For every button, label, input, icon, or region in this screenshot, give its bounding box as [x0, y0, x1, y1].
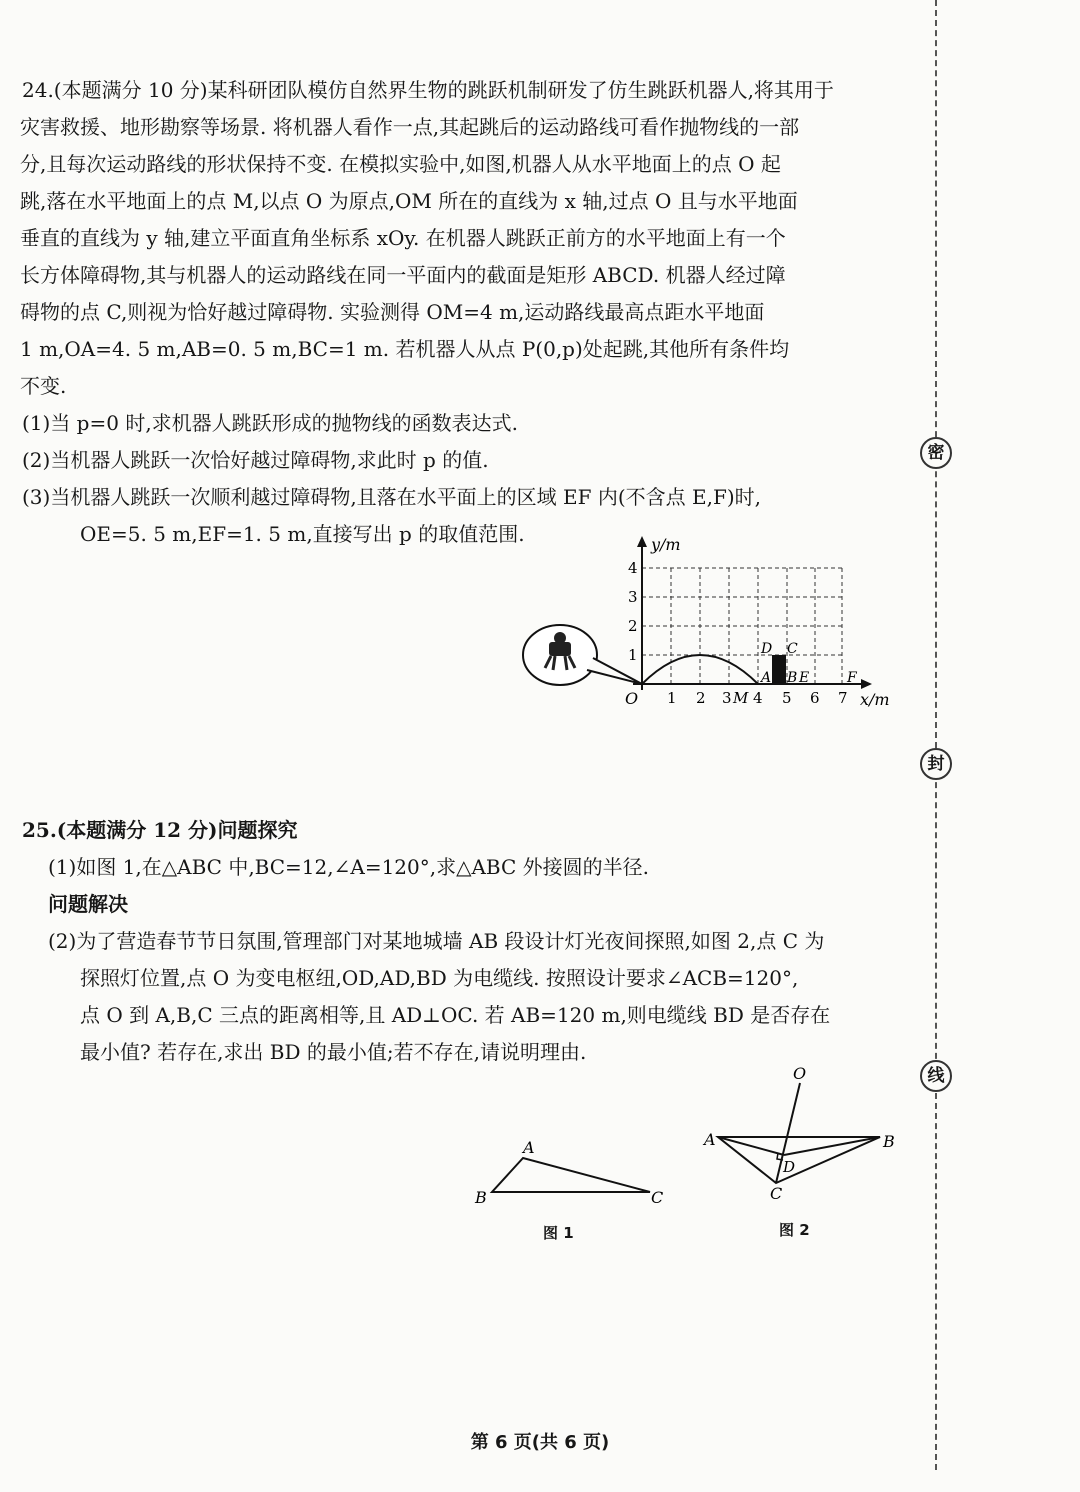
y-tick-label: 4: [628, 559, 638, 577]
origin-label: O: [625, 689, 639, 708]
seal-mi: 密: [920, 437, 952, 469]
binding-dashed-line: [935, 0, 937, 1470]
y-axis-arrow: [637, 536, 647, 547]
question-24: [22, 72, 902, 553]
fig1-point-b: B: [475, 1188, 487, 1207]
obstacle-rect-abcd: [772, 655, 786, 684]
x-axis-arrow: [861, 679, 872, 689]
q25-sub2-line: 最小值? 若存在,求出 BD 的最小值;若不存在,请说明理由.: [80, 1040, 587, 1064]
x-tick-label: 1: [667, 689, 677, 707]
triangle-abc: [492, 1158, 650, 1192]
question-25: [22, 812, 902, 1071]
fig2-point-d: D: [783, 1158, 796, 1176]
seal-feng: 封: [920, 748, 952, 780]
x-tick-label: 7: [838, 689, 848, 707]
fig2-point-a: A: [704, 1130, 716, 1149]
x-tick-label: 6: [810, 689, 820, 707]
y-tick-label: 2: [628, 617, 638, 635]
q24-sub3-line2: OE=5. 5 m,EF=1. 5 m,直接写出 p 的取值范围.: [80, 522, 525, 546]
q24-stem-line: 灾害救援、地形勘察等场景. 将机器人看作一点,其起跳后的运动路线可看作抛物线的一部: [20, 115, 800, 139]
fig2-caption: 图 2: [779, 1221, 810, 1239]
point-m-label: M: [733, 689, 749, 707]
seal-xian: 线: [920, 1060, 952, 1092]
q24-stem-line: 碍物的点 C,则视为恰好越过障碍物. 实验测得 OM=4 m,运动路线最高点距水平地面: [20, 300, 765, 324]
q24-coordinate-figure: [515, 530, 905, 720]
q24-stem-line: 长方体障碍物,其与机器人的运动路线在同一平面内的截面是矩形 ABCD. 机器人经过障: [20, 263, 786, 287]
q25-sub2-line: (2)为了营造春节节日氛围,管理部门对某地城墙 AB 段设计灯光夜间探照,如图 2,点 C 为: [48, 929, 825, 953]
fig1-caption: 图 1: [543, 1224, 574, 1242]
y-tick-label: 1: [628, 646, 638, 664]
grid: [642, 568, 842, 684]
fig1-point-a: A: [523, 1138, 535, 1157]
q24-sub1: (1)当 p=0 时,求机器人跳跃形成的抛物线的函数表达式.: [22, 411, 519, 435]
x-axis-label: x/m: [860, 690, 890, 709]
q25-sub2-line: 点 O 到 A,B,C 三点的距离相等,且 AD⊥OC. 若 AB=120 m,则电缆线 BD 是否存在: [80, 1003, 831, 1027]
y-tick-label: 3: [628, 588, 638, 606]
q24-stem-line: 跳,落在水平地面上的点 M,以点 O 为原点,OM 所在的直线为 x 轴,过点 O 且与水平地面: [20, 189, 798, 213]
q25-sub1: (1)如图 1,在△ABC 中,BC=12,∠A=120°,求△ABC 外接圆的半径.: [48, 855, 650, 879]
point-e-label: E: [799, 670, 810, 686]
segment-bd: [784, 1137, 880, 1155]
q25-header: 25.(本题满分 12 分)问题探究: [22, 818, 298, 842]
fig2-point-o: O: [793, 1064, 807, 1083]
q25-sub2-line: 探照灯位置,点 O 为变电枢纽,OD,AD,BD 为电缆线. 按照设计要求∠ACB=120°,: [80, 966, 799, 990]
q24-stem-line: 垂直的直线为 y 轴,建立平面直角坐标系 xOy. 在机器人跳跃正前方的水平地面上有一个: [20, 226, 786, 250]
point-b-label: B: [787, 670, 798, 686]
q25-figure-1: [465, 1130, 685, 1220]
x-tick-label: 4: [753, 689, 763, 707]
point-a-label: A: [761, 670, 772, 686]
q25-section-title: 问题解决: [48, 892, 128, 916]
fig2-point-b: B: [883, 1132, 895, 1151]
fig2-point-c: C: [770, 1184, 783, 1203]
x-tick-label: 3: [722, 689, 732, 707]
point-c-label: C: [787, 641, 798, 657]
q24-stem-line: 不变.: [20, 374, 67, 398]
q24-sub2: (2)当机器人跳跃一次恰好越过障碍物,求此时 p 的值.: [22, 448, 489, 472]
point-f-label: F: [847, 670, 857, 686]
q24-stem-line: 1 m,OA=4. 5 m,AB=0. 5 m,BC=1 m. 若机器人从点 P(0,p)处起跳,其他所有条件均: [20, 337, 790, 361]
point-d-label: D: [761, 641, 773, 657]
y-axis-label: y/m: [651, 535, 681, 554]
x-tick-label: 5: [782, 689, 792, 707]
q24-header: 24.(本题满分 10 分)某科研团队模仿自然界生物的跳跃机制研发了仿生跳跃机器人,将其用于: [22, 78, 834, 102]
fig1-point-c: C: [651, 1188, 664, 1207]
q25-figure-2: [690, 1055, 910, 1205]
q24-sub3-line1: (3)当机器人跳跃一次顺利越过障碍物,且落在水平面上的区域 EF 内(不含点 E,F)时,: [22, 485, 762, 509]
x-tick-label: 2: [696, 689, 706, 707]
q24-stem-line: 分,且每次运动路线的形状保持不变. 在模拟实验中,如图,机器人从水平地面上的点 O 起: [20, 152, 781, 176]
page-footer: 第 6 页(共 6 页): [470, 1432, 610, 1453]
